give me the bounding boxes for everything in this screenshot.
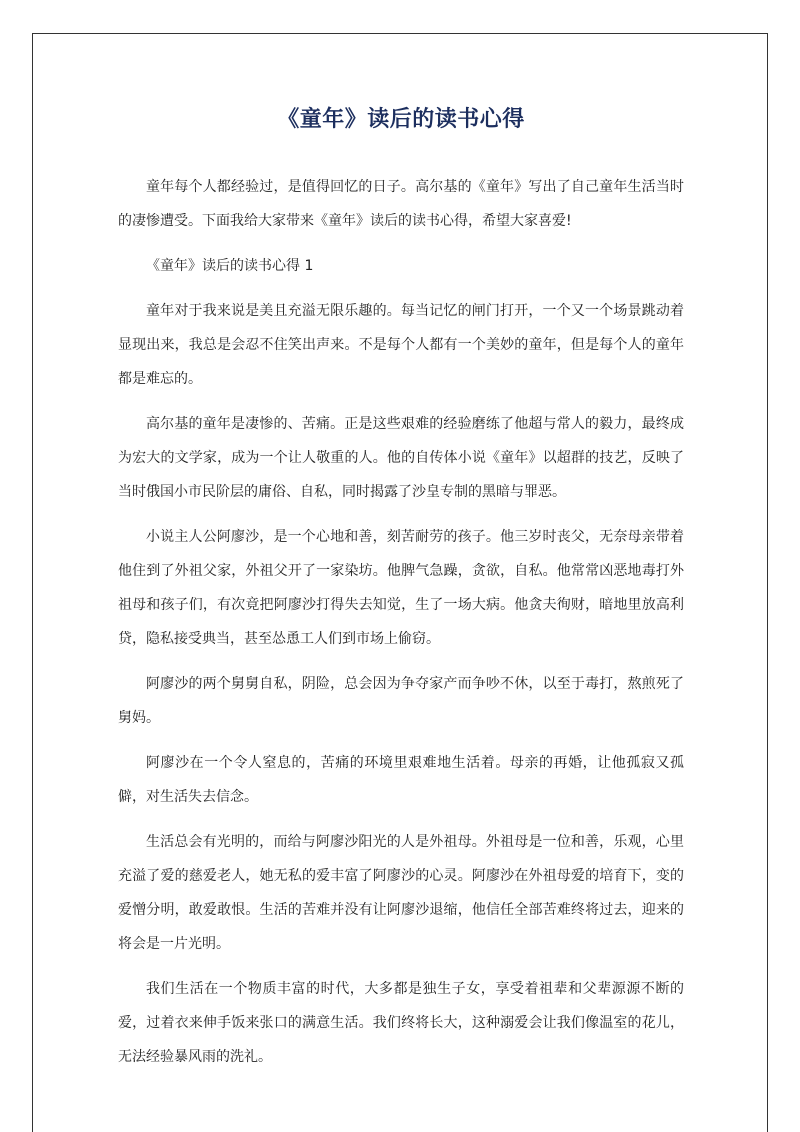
document-title: 《童年》读后的读书心得 [277, 107, 525, 132]
body-paragraph: 童年对于我来说是美且充溢无限乐趣的。每当记忆的闸门打开，一个又一个场景跳动着显现出来，我总是会忍不住笑出声来。不是每个人都有一个美妙的童年，但是每个人的童年都是难忘的。 [118, 303, 684, 387]
section-heading: 《童年》读后的读书心得 1 [146, 258, 314, 274]
body-paragraph: 小说主人公阿廖沙，是一个心地和善，刻苦耐劳的孩子。他三岁时丧父，无奈母亲带着他住到了外祖父家，外祖父开了一家染坊。他脾气急躁，贪欲，自私。他常常凶恶地毒打外祖母和孩子们，有次竟把阿廖沙打得失去知觉，生了一场大病。他贪夫徇财，暗地里放高利贷，隐私接受典当，甚至怂恿工人们到市场上偷窃。 [118, 529, 684, 647]
body-paragraph: 阿廖沙的两个舅舅自私，阴险，总会因为争夺家产而争吵不休，以至于毒打，熬煎死了舅妈。 [118, 676, 684, 726]
body-paragraph: 阿廖沙在一个令人窒息的，苦痛的环境里艰难地生活着。母亲的再婚，让他孤寂又孤僻，对生活失去信念。 [118, 755, 684, 805]
body-paragraph: 生活总会有光明的，而给与阿廖沙阳光的人是外祖母。外祖母是一位和善，乐观，心里充溢了爱的慈爱老人，她无私的爱丰富了阿廖沙的心灵。阿廖沙在外祖母爱的培育下，变的爱憎分明，敢爱敢恨。生活的苦难并没有让阿廖沙退缩，他信任全部苦难终将过去，迎来的将会是一片光明。 [118, 834, 684, 952]
intro-paragraph: 童年每个人都经验过，是值得回忆的日子。高尔基的《童年》写出了自己童年生活当时的凄惨遭受。下面我给大家带来《童年》读后的读书心得，希望大家喜爱! [118, 179, 684, 229]
body-paragraph: 高尔基的童年是凄惨的、苦痛。正是这些艰难的经验磨练了他超与常人的毅力，最终成为宏大的文学家，成为一个让人敬重的人。他的自传体小说《童年》以超群的技艺，反映了当时俄国小市民阶层的庸俗、自私，同时揭露了沙皇专制的黑暗与罪恶。 [118, 416, 684, 500]
document-body [118, 102, 684, 1085]
body-paragraph: 我们生活在一个物质丰富的时代，大多都是独生子女，享受着祖辈和父辈源源不断的爱，过着衣来伸手饭来张口的满意生活。我们终将长大，这种溺爱会让我们像温室的花儿，无法经验暴风雨的洗礼。 [118, 981, 684, 1065]
